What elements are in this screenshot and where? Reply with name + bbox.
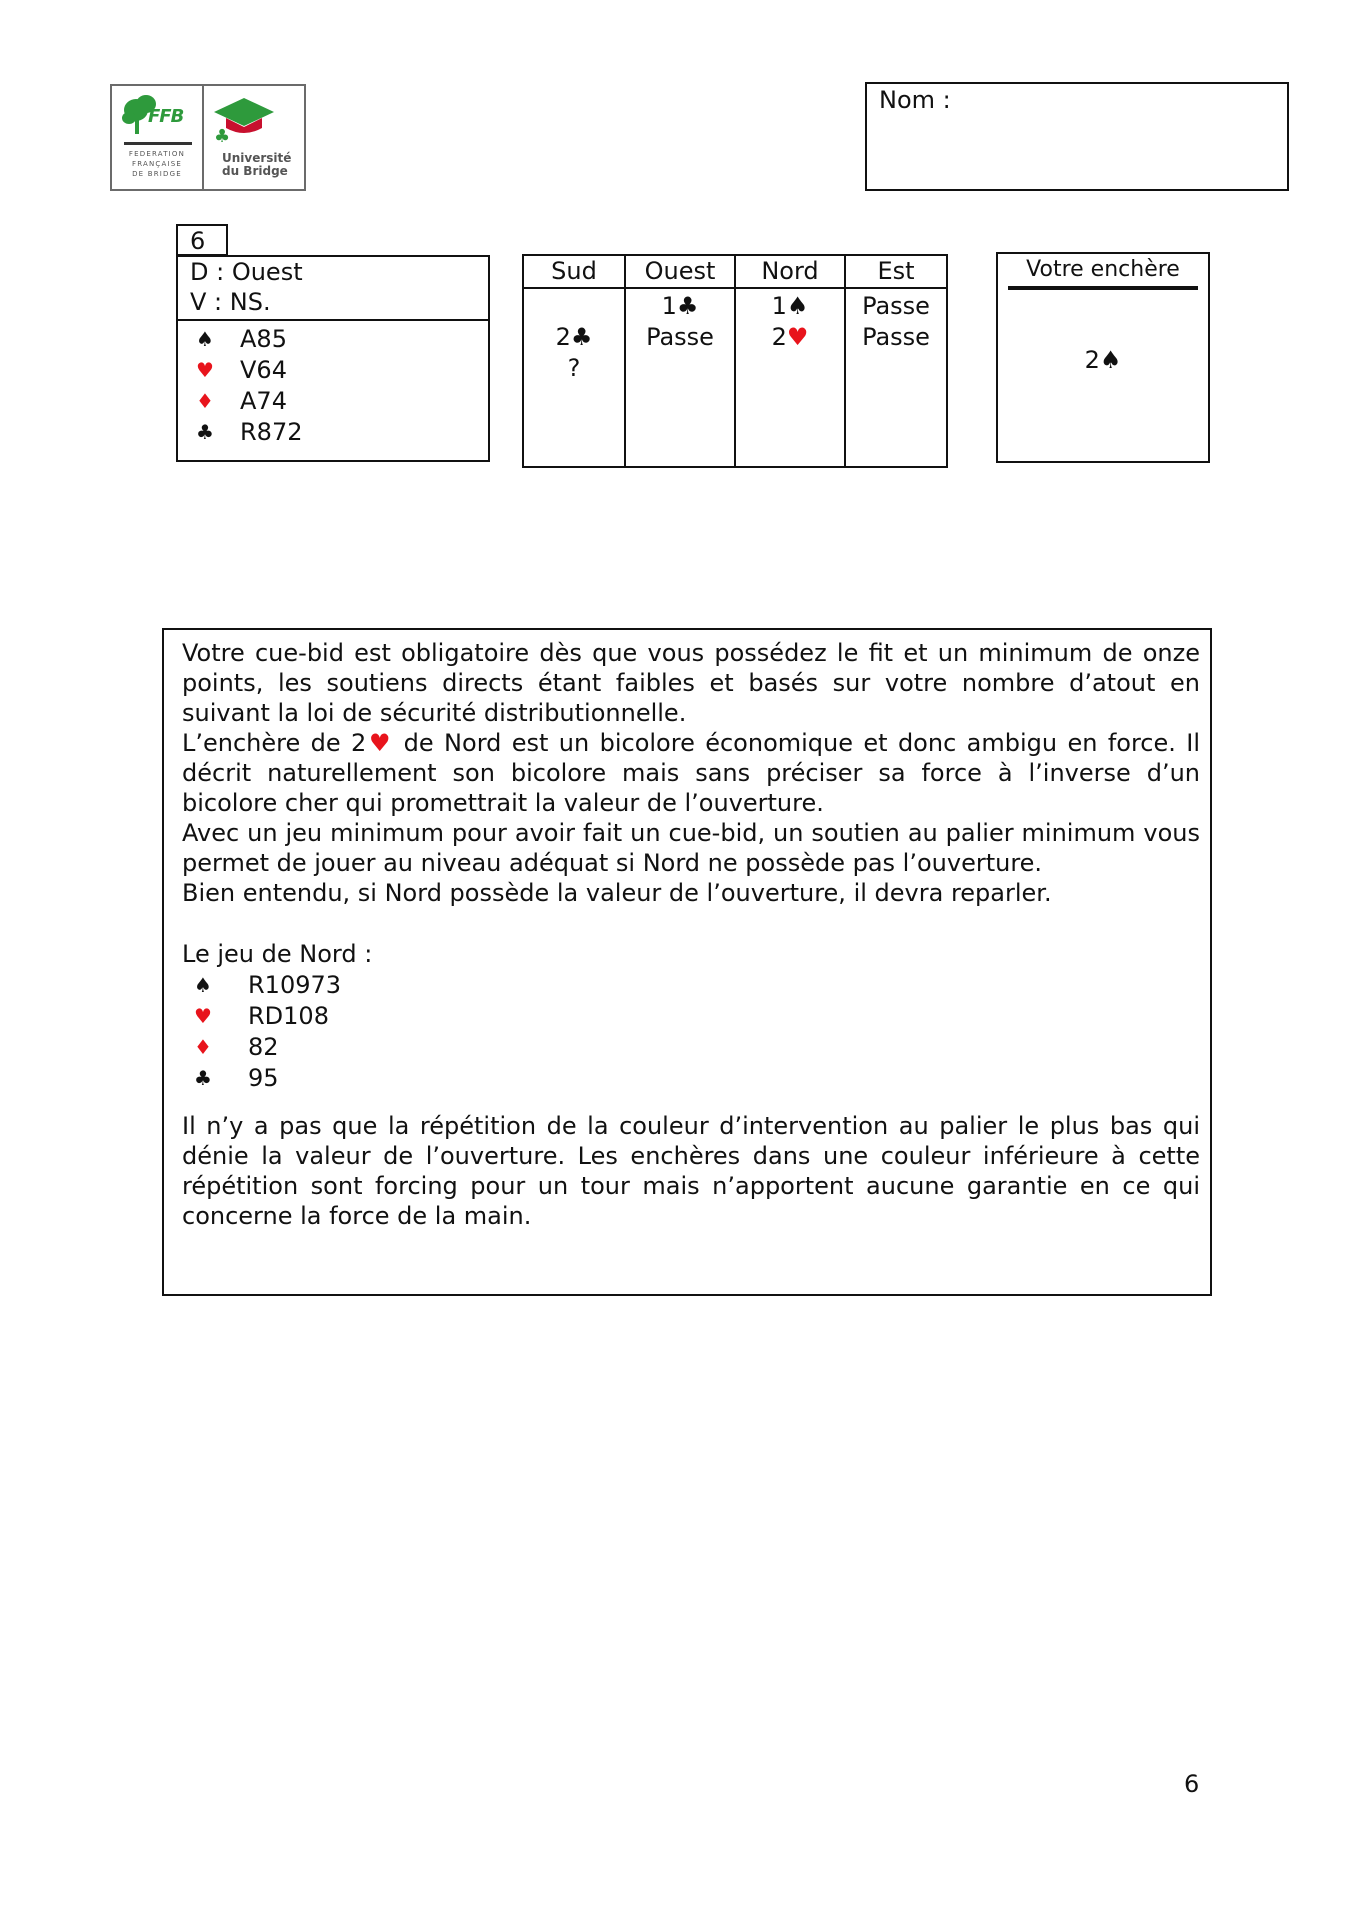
- explanation-paragraph: Avec un jeu minimum pour avoir fait un cue-bid, un soutien au palier minimum vous permet de jouer au niveau adéquat si Nord ne possède pas l’ouverture.: [182, 819, 1200, 877]
- hand-row-diamonds: [178, 385, 488, 416]
- heart-icon: ♥: [786, 323, 809, 351]
- diamond-icon: ♦: [196, 388, 214, 413]
- bid-cell: Passe: [862, 323, 930, 351]
- bid-cell: 2♣: [555, 323, 593, 351]
- universite-logo-panel: [204, 86, 304, 189]
- bidding-table: [522, 254, 948, 468]
- ffb-logo-divider: [124, 142, 192, 145]
- ffb-logo-panel: [112, 86, 204, 189]
- bid-level: 2: [1084, 346, 1100, 374]
- nord-hand-title: Le jeu de Nord :: [182, 940, 373, 968]
- deal-number: 6: [176, 224, 228, 256]
- hand-cards: 95: [248, 1063, 279, 1092]
- bid-cell: [524, 291, 624, 322]
- nord-hand-row-spades: [182, 969, 1200, 1000]
- name-field[interactable]: [865, 82, 1289, 191]
- heart-icon: ♥: [366, 729, 394, 757]
- explanation-paragraph: [182, 728, 1200, 818]
- bid-level: 1: [771, 292, 787, 320]
- nord-hand-row-clubs: [182, 1062, 1200, 1093]
- explanation-paragraph: Votre cue-bid est obligatoire dès que vous possédez le fit et un minimum de onze points, les soutiens directs étant faibles et basés sur votre nombre d’atout en suivant la loi de sécurité distributionnelle.: [182, 639, 1200, 727]
- answer-title: Votre enchère: [1008, 256, 1198, 290]
- club-icon: ♣: [194, 1065, 212, 1090]
- spade-icon: ♠: [196, 326, 214, 351]
- ffb-sub-line: FRANÇAISE: [131, 160, 183, 168]
- hand-cards: RD108: [248, 1001, 329, 1030]
- svg-text:♣: ♣: [214, 126, 231, 144]
- nord-hand-row-hearts: [182, 1000, 1200, 1031]
- hand-row-clubs: [178, 416, 488, 447]
- spade-icon: ♠: [786, 292, 809, 320]
- diamond-icon: ♦: [194, 1034, 212, 1059]
- bid-cell: Passe: [862, 292, 930, 320]
- hand-cards: V64: [240, 355, 287, 384]
- bidding-header-est: Est: [877, 257, 915, 285]
- graduation-cap-icon: [212, 96, 276, 144]
- bid-cell: [736, 322, 844, 353]
- explanation-paragraph: Bien entendu, si Nord possède la valeur de l’ouverture, il devra reparler.: [182, 879, 1052, 907]
- universite-logo-text: Université: [222, 151, 292, 165]
- name-label: Nom :: [879, 86, 951, 114]
- bidding-column-sud: [524, 289, 626, 466]
- answer-bid: [998, 346, 1208, 374]
- bidding-header-nord: Nord: [736, 256, 846, 287]
- vulnerability-label: V : NS.: [190, 288, 271, 316]
- hand-cards: A74: [240, 386, 287, 415]
- nord-hand-row-diamonds: [182, 1031, 1200, 1062]
- bid-cell: Passe: [646, 323, 714, 351]
- explanation-text: de Nord est un bicolore économique et donc ambigu en force. Il décrit naturellement son bicolore mais sans préciser sa force à l’inverse d’un bicolore cher qui promettrait la valeur de l’ouverture.: [182, 729, 1201, 817]
- bidding-body: [524, 289, 946, 466]
- bid-cell: [736, 291, 844, 322]
- bidding-column-nord: [736, 289, 846, 466]
- hand-row-spades: [178, 323, 488, 354]
- hand-cards: R872: [240, 417, 303, 446]
- explanation-box: [162, 628, 1212, 1296]
- explanation-text: L’enchère de 2: [182, 729, 367, 757]
- universite-logo-text: du Bridge: [222, 164, 288, 178]
- bid-level: 2: [771, 323, 787, 351]
- bid-cell: 1♣: [661, 292, 699, 320]
- hand-cards: A85: [240, 324, 287, 353]
- bidding-column-est: [846, 289, 946, 466]
- bidding-header-sud: Sud: [524, 256, 626, 287]
- spade-icon: ♠: [1099, 346, 1122, 374]
- ffb-logo: [110, 84, 306, 191]
- bidding-column-ouest: [626, 289, 736, 466]
- heart-icon: ♥: [196, 357, 214, 382]
- ffb-logo-text: FFB: [148, 106, 184, 127]
- deal-box: [176, 255, 490, 462]
- deal-header: [178, 257, 488, 321]
- hand-cards: 82: [248, 1032, 279, 1061]
- club-icon: ♣: [196, 419, 214, 444]
- spade-icon: ♠: [194, 972, 212, 997]
- dealer-label: D : Ouest: [190, 258, 303, 286]
- page-number: 6: [1184, 1770, 1200, 1798]
- explanation-paragraph: Il n’y a pas que la répétition de la couleur d’intervention au palier le plus bas qui dénie la valeur de l’ouverture. Les enchères dans une couleur inférieure à cette répétition sont forcing pour un tour mais n’apportent aucune garantie en ce qui concerne la force de la main.: [182, 1112, 1200, 1230]
- bid-cell: ?: [567, 354, 581, 382]
- hand-cards: R10973: [248, 970, 342, 999]
- ffb-sub-line: DE BRIDGE: [132, 170, 182, 178]
- heart-icon: ♥: [194, 1003, 212, 1028]
- ffb-sub-line: FEDERATION: [128, 150, 186, 158]
- bidding-header: [524, 256, 946, 289]
- bidding-header-ouest: Ouest: [626, 256, 736, 287]
- hand-row-hearts: [178, 354, 488, 385]
- answer-box: [996, 252, 1210, 463]
